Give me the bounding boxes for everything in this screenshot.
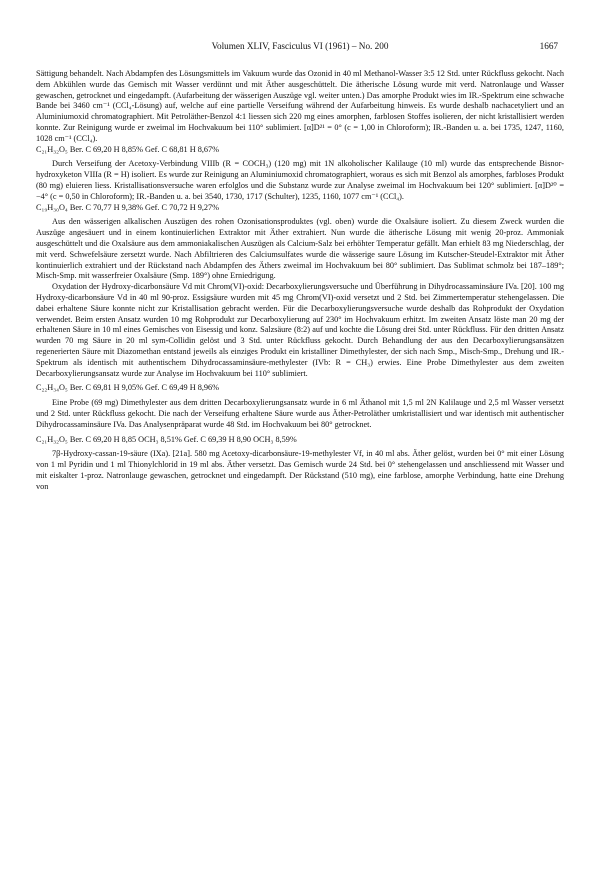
paragraph-verseifung: Durch Verseifung der Acetoxy-Verbindung VIIIb (R = COCH₃) (120 mg) mit 1N alkoholischer Kalilauge (10 ml) wurde das entsprechende Bisnor-hydroxyketon VIIIa (R = H) isoliert. Es wurde zur Reinigung an Aluminiumoxid chromatographiert, woraus es sich mit Benzol als amorphes, farbloses Produkt (80 mg) eluieren liess. Kristallisationsversuche waren erfolglos und die Substanz wurde zur Analyse zweimal im Hochvakuum bei 120° sublimiert. [α]D²⁰ = −4° (c = 0,50 in Chloroform); IR.-Banden u. a. bei 3540, 1730, 1717 (Schulter), 1235, 1160, 1077 cm⁻¹ (CCl₄). <box>36 159 564 201</box>
elemental-analysis-3: C₂₂H₃₄O₅ Ber. C 69,81 H 9,05% Gef. C 69,49 H 8,96% <box>36 383 220 393</box>
paragraph-hydroxy-cassansaeure: 7β-Hydroxy-cassan-19-säure (IXa). [21a]. 580 mg Acetoxy-dicarbonsäure-19-methylester Vf, in 40 ml abs. Äther gelöst, wurden bei 0° mit einer Lösung von 1 ml Pyridin und 1 ml Thionylchlorid in 19 ml abs. Äther versetzt. Das Gemisch wurde 24 Std. bei 0° stehengelassen und anschliessend mit Wasser und mit eiskalter 1-proz. Natronlauge gewaschen, getrocknet und eingedampft. Der Rückstand (510 mg), eine farblose, amorphe Verbindung, hatte eine Drehung von <box>36 449 564 491</box>
elemental-analysis-1: C₂₁H₃₂O₅ Ber. C 69,20 H 8,85% Gef. C 68,81 H 8,67% <box>36 144 220 154</box>
paragraph-dimethylester: Eine Probe (69 mg) Dimethylester aus dem dritten Decarboxylierungsansatz wurde in 6 ml Äthanol mit 1,5 ml 2N Kalilauge und 2,5 ml Wasser versetzt und 2 Std. unter Rückfluss gekocht. Die nach der Verseifung erhaltene Säure wurde aus Äther-Petroläther umkristallisiert und war identisch mit authentischer Dihydrocassaminsäure IVa. Das Analysenpräparat wurde 48 Std. im Hochvakuum bei 80° getrocknet. <box>36 398 564 429</box>
elemental-analysis-4: C₂₁H₃₂O₅ Ber. C 69,20 H 8,85 OCH₃ 8,51% Gef. C 69,39 H 8,90 OCH₃ 8,59% <box>36 434 297 444</box>
paragraph-oxalsaeure: Aus den wässerigen alkalischen Auszügen des rohen Ozonisationsproduktes (vgl. oben) wurde die Oxalsäure isoliert. Zu diesem Zweck wurden die Auszüge angesäuert und in einem kontinuierlichen Extraktor mit Äther extrahiert. Nun wurde die ätherische Lösung mit wenig 20-proz. Ammoniak ausgeschüttelt und die Oxalsäure aus dem ammoniakalischen Auszügen als Calcium-Salz bei erhöhter Temperatur gefällt. Man erhielt 83 mg Niederschlag, der mit verd. Schwefelsäure zersetzt wurde. Nach Abfiltrieren des Calciumsulfates wurde die wässerige saure Lösung im Kutscher-Steudel-Extraktor mit Äther kontinuierlich extrahiert und der Rückstand nach Abdampfen des Äthers zweimal im Hochvakuum bei 80° sublimiert. Das Sublimat schmolz bei 187–189°; Misch-Smp. mit wasserfreier Oxalsäure (Smp. 189°) ohne Erniedrigung. <box>36 217 564 281</box>
article-body <box>36 69 564 492</box>
paragraph-oxydation: Oxydation der Hydroxy-dicarbonsäure Vd mit Chrom(VI)-oxid: Decarboxylierungsversuche und Überführung in Dihydrocassaminsäure IVa. [20]. 100 mg Hydroxy-dicarbonsäure Vd in 40 ml 90-proz. Essigsäure wurden mit 45 mg Chrom(VI)-oxid versetzt und 2 Std. bei Zimmertemperatur stehengelassen. Die dabei erhaltene Säure konnte nicht zur Kristallisation gebracht werden. Für die Decarboxylierungsversuche wurde deshalb das Rohprodukt der Oxydation verwendet. Beim ersten Ansatz wurden 10 mg Rohprodukt zur Decarboxylierung auf 230° im Hochvakuum erhitzt. Im zweiten Ansatz löste man 20 mg der erhaltenen Säure in 10 ml eines Gemisches von Eisessig und konz. Salzsäure (8:2) auf und kochte die Lösung drei Std. unter Rückfluss. Für den dritten Ansatz wurden 70 mg Säure in 20 ml sym-Collidin gelöst und 3 Std. unter Rückfluss gekocht. Durch Behandlung der aus den Decarboxylierungsansätzen regenerierten Säure mit Diazomethan entstand jeweils als einziges Produkt ein kristalliner Dimethylester, der sich nach Smp., Misch-Smp., Drehung und IR.-Spektrum als identisch mit authentischem Dihydrocassaminsäure-methylester (IVb: R = CH₃) erwies. Eine Probe Dimethylester aus dem zweiten Decarboxylierungsansatz wurde zur Analyse im Hochvakuum bei 110° sublimiert. <box>36 282 564 378</box>
paragraph-ozonid-workup: Sättigung behandelt. Nach Abdampfen des Lösungsmittels im Vakuum wurde das Ozonid in 40 ml Methanol-Wasser 3:5 12 Std. unter Rückfluss gekocht. Nach dem Abkühlen wurde das Gemisch mit Wasser verdünnt und mit Äther ausgeschüttelt. Die ätherische Lösung wurde mit verd. Natronlauge und Wasser gewaschen, getrocknet und eingedampft. (Aufarbeitung der wässerigen Auszüge vgl. weiter unten.) Das amorphe Produkt wies im IR.-Spektrum eine schwache Bande bei 3460 cm⁻¹ (CCl₄-Lösung) auf, welche auf eine partielle Verseifung während der Aufarbeitung hinweis. Es wurde deshalb nachacetyliert und an Aluminiumoxid chromatographiert. Mit Petroläther-Benzol 4:1 liessen sich 220 mg eines amorphen, farblosen Stoffes isolieren, der nicht kristallisiert werden konnte. Zur Reinigung wurde er zweimal im Hochvakuum bei 110° sublimiert. [α]D²¹ = 0° (c = 1,00 in Chloroform); IR.-Banden u. a. bei 1735, 1247, 1160, 1028 cm⁻¹ (CCl₄). <box>36 69 564 143</box>
elemental-analysis-2: C₁₉H₃₀O₄ Ber. C 70,77 H 9,38% Gef. C 70,72 H 9,27% <box>36 202 220 212</box>
running-title: Volumen XLIV, Fasciculus VI (1961) – No. 200 <box>211 41 389 51</box>
page-number: 1667 <box>539 41 558 51</box>
running-header <box>36 41 564 53</box>
